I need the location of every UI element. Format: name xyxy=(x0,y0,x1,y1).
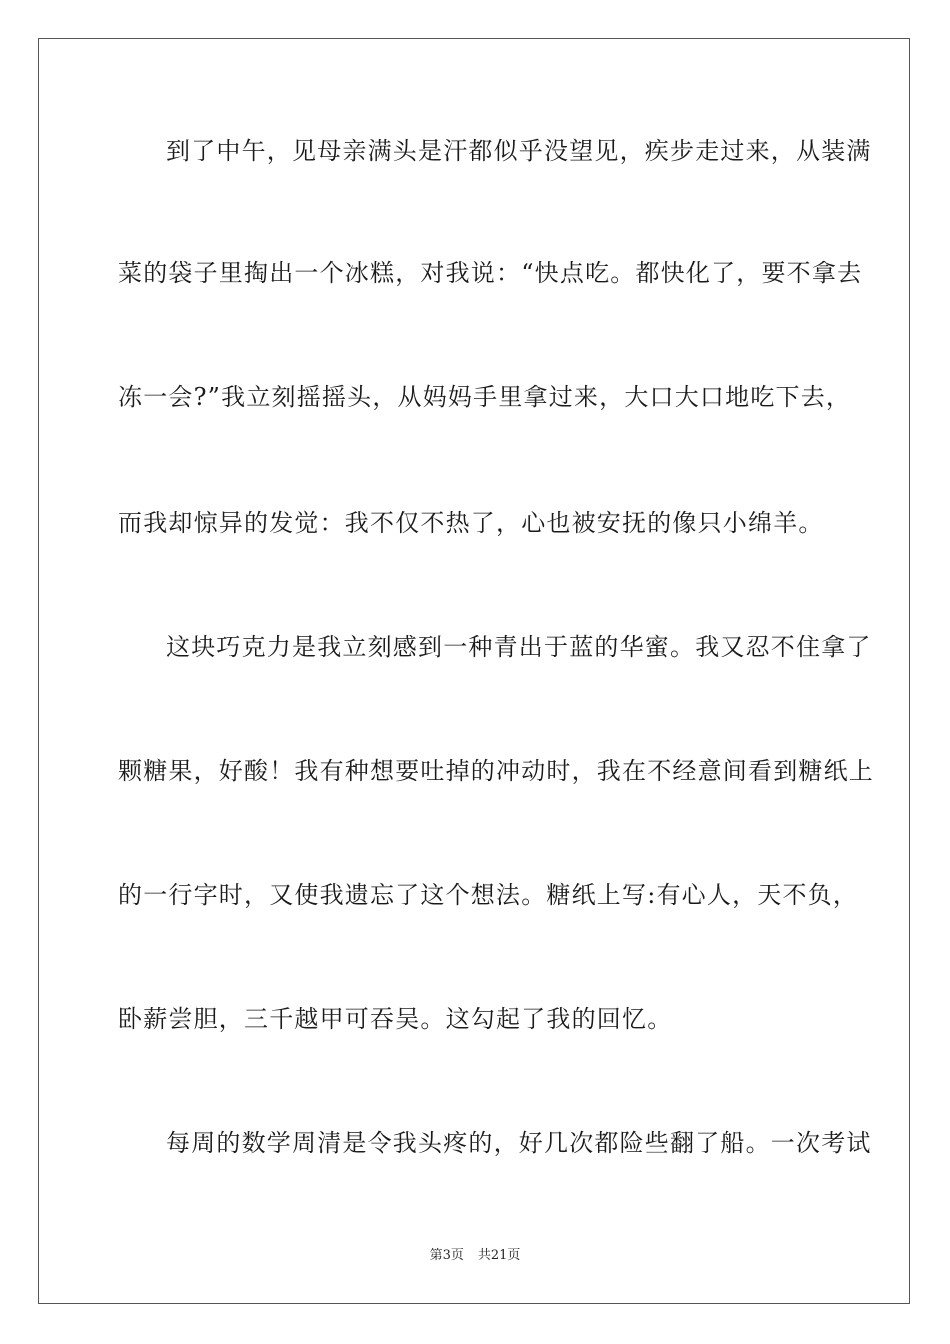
paragraph-line: 卧薪尝胆，三千越甲可吞吴。这勾起了我的回忆。 xyxy=(118,1005,673,1033)
page-number: 第3页 xyxy=(429,1248,464,1263)
paragraph-line: 冻一会?”我立刻摇摇头，从妈妈手里拿过来，大口大口地吃下去， xyxy=(118,383,852,411)
paragraph-line: 这块巧克力是我立刻感到一种青出于蓝的华蜜。我又忍不住拿了 xyxy=(166,633,872,661)
page-total: 共21页 xyxy=(477,1248,521,1263)
paragraph-line: 菜的袋子里掏出一个冰糕，对我说：“快点吃。都快化了，要不拿去 xyxy=(118,259,863,287)
paragraph-line: 的一行字时，又使我遗忘了这个想法。糖纸上写:有心人，天不负， xyxy=(118,881,859,909)
paragraph-line: 颗糖果，好酸！我有种想要吐掉的冲动时，我在不经意间看到糖纸上 xyxy=(118,757,874,785)
paragraph-line: 而我却惊异的发觉：我不仅不热了，心也被安抚的像只小绵羊。 xyxy=(118,509,824,537)
paragraph-line: 到了中午，见母亲满头是汗都似乎没望见，疾步走过来，从装满 xyxy=(166,137,872,165)
page-border xyxy=(38,38,910,1304)
page-footer xyxy=(0,1247,950,1265)
paragraph-line: 每周的数学周清是令我头疼的，好几次都险些翻了船。一次考试 xyxy=(166,1129,872,1157)
